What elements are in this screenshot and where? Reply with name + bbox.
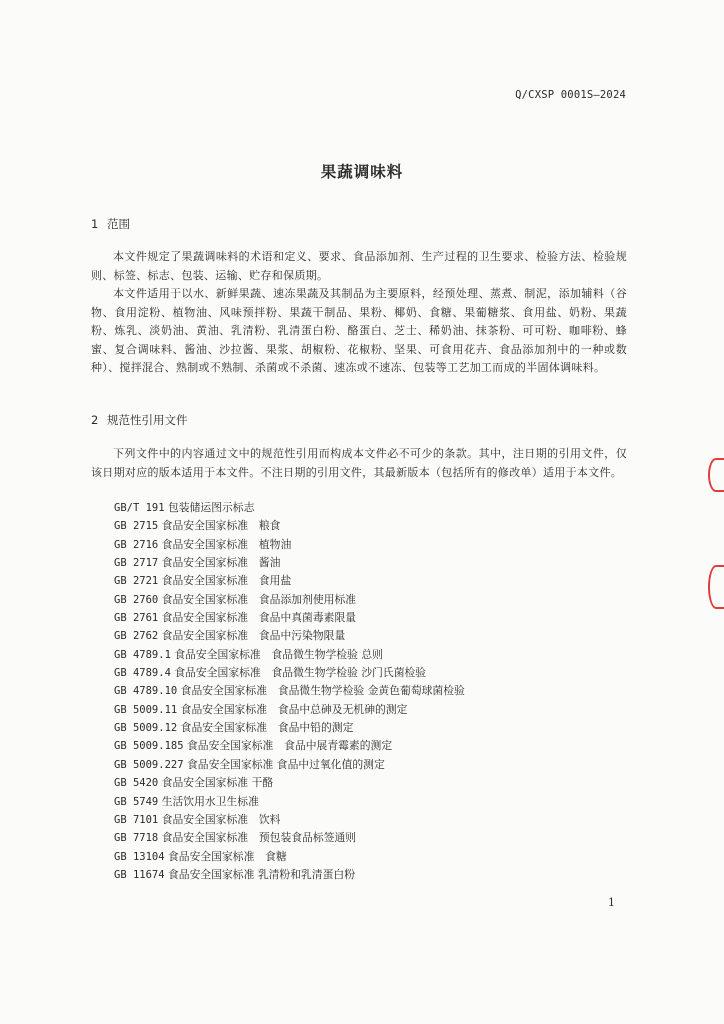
reference-title: 食品安全国家标准 饮料 <box>161 812 281 826</box>
reference-item <box>114 499 465 517</box>
section-1-title: 范围 <box>107 217 130 231</box>
reference-item <box>114 811 465 829</box>
reference-item <box>114 829 465 847</box>
reference-code: GB 5420 <box>114 777 159 790</box>
reference-title: 食品安全国家标准 食品添加剂使用标准 <box>161 592 357 606</box>
scope-paragraph-2: 本文件适用于以水、新鲜果蔬、速冻果蔬及其制品为主要原料，经预处理、蒸煮、制泥，添加辅料（谷物、食用淀粉、植物油、风味预拌粉、果蔬干制品、果粉、椰奶、食糖、果葡糖浆、食用盐、奶粉、果蔬粉、炼乳、淡奶油、黄油、乳清粉、乳清蛋白粉、酪蛋白、芝士、稀奶油、抹茶粉、可可粉、咖啡粉、蜂蜜、复合调味料、酱油、沙拉酱、果浆、胡椒粉、花椒粉、坚果、可食用花卉、食品添加剂中的一种或数种）、搅拌混合、熟制或不熟制、杀菌或不杀菌、速冻或不速冻、包装等工艺加工而成的半固体调味料。 <box>91 287 627 374</box>
reference-code: GB 7718 <box>114 832 159 845</box>
reference-title: 食品安全国家标准 食品中展青霉素的测定 <box>186 739 393 753</box>
reference-code: GB/T 191 <box>114 502 165 514</box>
page-number: 1 <box>608 896 615 909</box>
reference-title: 包装储运图示标志 <box>168 501 255 514</box>
reference-item <box>114 591 465 609</box>
reference-title: 食品安全国家标准 预包装食品标签通则 <box>161 831 357 845</box>
reference-code: GB 2716 <box>114 538 159 551</box>
seal-edge-mark-top <box>708 458 724 492</box>
reference-title: 食品安全国家标准 食品微生物学检验 总则 <box>174 647 383 661</box>
reference-item <box>114 536 465 554</box>
reference-title: 食品安全国家标准 粮食 <box>161 519 281 533</box>
reference-item <box>114 737 465 755</box>
reference-title: 食品安全国家标准 食糖 <box>168 849 287 863</box>
reference-code: GB 5749 <box>114 795 159 808</box>
reference-code: GB 4789.10 <box>114 685 178 698</box>
reference-code: GB 11674 <box>114 868 165 881</box>
reference-code: GB 2717 <box>114 557 159 570</box>
reference-title: 食品安全国家标准 乳清粉和乳清蛋白粉 <box>168 867 355 881</box>
normative-references-paragraph: 下列文件中的内容通过文中的规范性引用而构成本文件必不可少的条款。其中，注日期的引用文件，仅该日期对应的版本适用于本文件。不注日期的引用文件，其最新版本（包括所有的修改单）适用于本文件。 <box>91 447 627 479</box>
reference-code: GB 2721 <box>114 575 159 588</box>
reference-code: GB 5009.12 <box>114 722 178 735</box>
section-2-heading <box>91 412 188 428</box>
reference-code: GB 2761 <box>114 612 159 625</box>
scope-paragraph-1: 本文件规定了果蔬调味料的术语和定义、要求、食品添加剂、生产过程的卫生要求、检验方法、检验规则、标签、标志、包装、运输、贮存和保质期。 <box>91 250 627 282</box>
reference-item <box>114 719 465 737</box>
reference-code: GB 5009.185 <box>114 740 184 753</box>
reference-title: 食品安全国家标准 食品中总砷及无机砷的测定 <box>180 702 408 716</box>
reference-item <box>114 756 465 774</box>
reference-item <box>114 848 465 866</box>
reference-title: 食品安全国家标准 食品中真菌毒素限量 <box>161 611 357 625</box>
section-1-heading <box>91 216 130 232</box>
reference-code: GB 4789.4 <box>114 667 171 680</box>
document-title: 果蔬调味料 <box>320 163 404 181</box>
reference-code: GB 7101 <box>114 813 159 826</box>
reference-item <box>114 793 465 811</box>
reference-code: GB 5009.227 <box>114 758 184 771</box>
section-1-number: 1 <box>91 217 99 231</box>
reference-list <box>114 499 465 884</box>
reference-code: GB 2760 <box>114 593 159 606</box>
reference-item <box>114 609 465 627</box>
section-2-title: 规范性引用文件 <box>107 413 188 427</box>
reference-item <box>114 627 465 645</box>
reference-item <box>114 664 465 682</box>
reference-item <box>114 701 465 719</box>
reference-title: 食品安全国家标准 食品微生物学检验 沙门氏菌检验 <box>174 666 427 680</box>
reference-title: 食品安全国家标准 食品中过氧化值的测定 <box>186 757 385 771</box>
seal-edge-mark-bottom <box>708 565 724 609</box>
reference-title: 食品安全国家标准 干酪 <box>161 776 274 790</box>
reference-item <box>114 682 465 700</box>
reference-code: GB 13104 <box>114 850 165 863</box>
section-2-number: 2 <box>91 413 99 427</box>
reference-title: 食品安全国家标准 植物油 <box>161 537 292 551</box>
standard-code: Q/CXSP 0001S—2024 <box>515 89 626 101</box>
reference-item <box>114 646 465 664</box>
reference-code: GB 2715 <box>114 520 159 533</box>
reference-title: 生活饮用水卫生标准 <box>161 794 259 808</box>
reference-title: 食品安全国家标准 食品中铅的测定 <box>180 721 354 735</box>
reference-title: 食品安全国家标准 酱油 <box>161 556 281 570</box>
reference-title: 食品安全国家标准 食品中污染物限量 <box>161 629 346 643</box>
reference-item <box>114 866 465 884</box>
reference-title: 食品安全国家标准 食用盐 <box>161 574 292 588</box>
reference-item <box>114 517 465 535</box>
reference-item <box>114 554 465 572</box>
reference-code: GB 2762 <box>114 630 159 643</box>
reference-item <box>114 572 465 590</box>
reference-code: GB 4789.1 <box>114 648 171 661</box>
reference-title: 食品安全国家标准 食品微生物学检验 金黄色葡萄球菌检验 <box>180 684 465 698</box>
reference-code: GB 5009.11 <box>114 703 178 716</box>
reference-item <box>114 774 465 792</box>
